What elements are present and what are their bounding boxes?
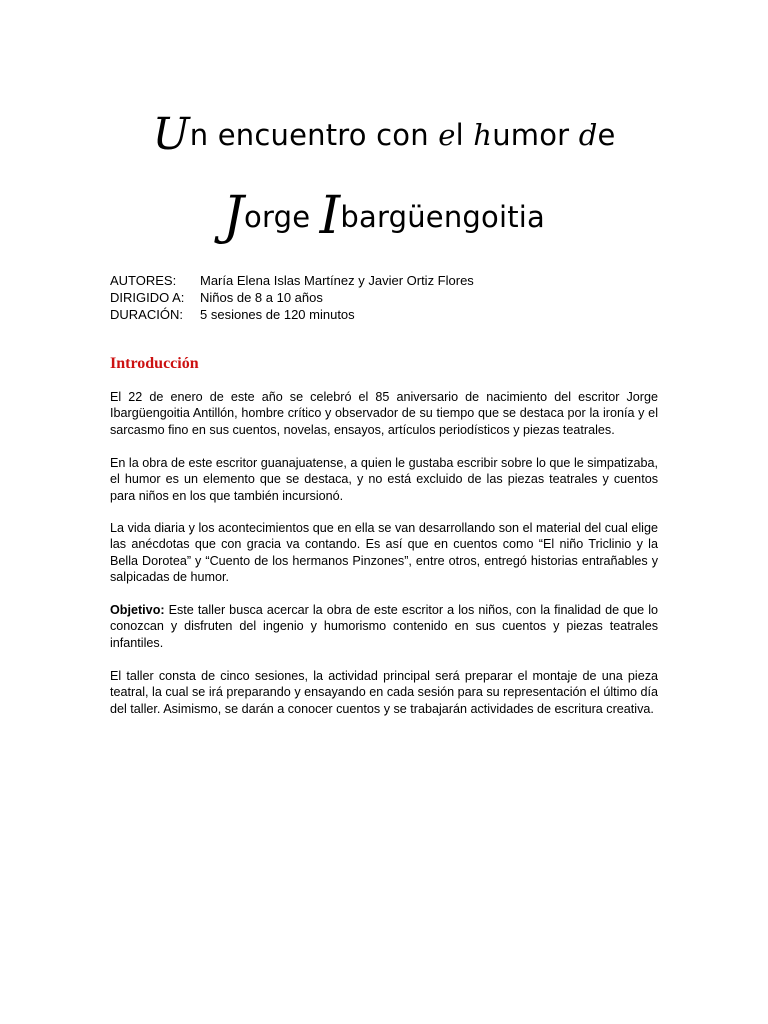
title-initial-i: I (319, 186, 341, 246)
title-text-2b: bargüengoitia (340, 200, 546, 234)
objetivo-text: Este taller busca acercar la obra de este escritor a los niños, con la finalidad de que lo conozcan y disfruten del ingenio y humorismo contenido en sus cuentos y piezas teatrales infantiles. (110, 603, 658, 650)
paragraph-2: En la obra de este escritor guanajuatense, a quien le gustaba escribir sobre lo que le simpatizaba, el humor es un elemento que se destaca, y no está excluido de las piezas teatrales y cuentos para niños en los que también incursionó. (110, 456, 658, 503)
paragraph-1: El 22 de enero de este año se celebró el 85 aniversario de nacimiento del escritor Jorge Ibargüengoitia Antillón, hombre crítico y observador de su tiempo que se destaca por la ironía y el sarcasmo fino en sus cuentos, novelas, ensayos, artículos periodísticos y piezas teatrales. (110, 390, 658, 437)
title-line-2 (0, 186, 768, 246)
title-initial-u: U (152, 109, 190, 160)
title-initial-j: J (222, 186, 245, 246)
duration-label: DURACIÓN: (110, 307, 183, 322)
title-text-2a: orge (244, 200, 320, 234)
meta-row-audience (110, 289, 474, 306)
audience-label: DIRIGIDO A: (110, 290, 185, 305)
authors-label: AUTORES: (110, 273, 177, 288)
title-fancy-h: h (473, 118, 493, 152)
authors-value: María Elena Islas Martínez y Javier Ortiz Flores (200, 273, 474, 288)
audience-value: Niños de 8 a 10 años (200, 290, 323, 305)
title-fancy-d: d (578, 118, 598, 152)
meta-row-duration (110, 306, 474, 323)
paragraph-objetivo (110, 602, 658, 651)
duration-value: 5 sesiones de 120 minutos (200, 307, 355, 322)
meta-row-authors (110, 272, 474, 289)
title-text-1c: umor (492, 118, 579, 152)
section-heading-introduccion: Introducción (110, 355, 199, 372)
title-line-1 (0, 109, 768, 160)
objetivo-label: Objetivo: (110, 603, 165, 617)
paragraph-3: La vida diaria y los acontecimientos que en ella se van desarrollando son el material del cual elige las anécdotas que con gracia va contando. Es así que en cuentos como “El niño Triclinio y la Bella Dorotea” y “Cuento de los hermanos Pinzones”, entre otros, entregó historias entrañables y salpicadas de humor. (110, 521, 658, 584)
title-text-1b: l (455, 118, 474, 152)
metadata-block (110, 272, 474, 323)
paragraph-5: El taller consta de cinco sesiones, la actividad principal será preparar el montaje de una pieza teatral, la cual se irá preparando y ensayando en cada sesión para su representación el último día del taller. Asimismo, se darán a conocer cuentos y se trabajarán actividades de escritura creativa. (110, 669, 658, 716)
title-text-1a: n encuentro con (189, 118, 439, 152)
title-text-1d: e (597, 118, 616, 152)
title-fancy-e: e (438, 118, 456, 152)
